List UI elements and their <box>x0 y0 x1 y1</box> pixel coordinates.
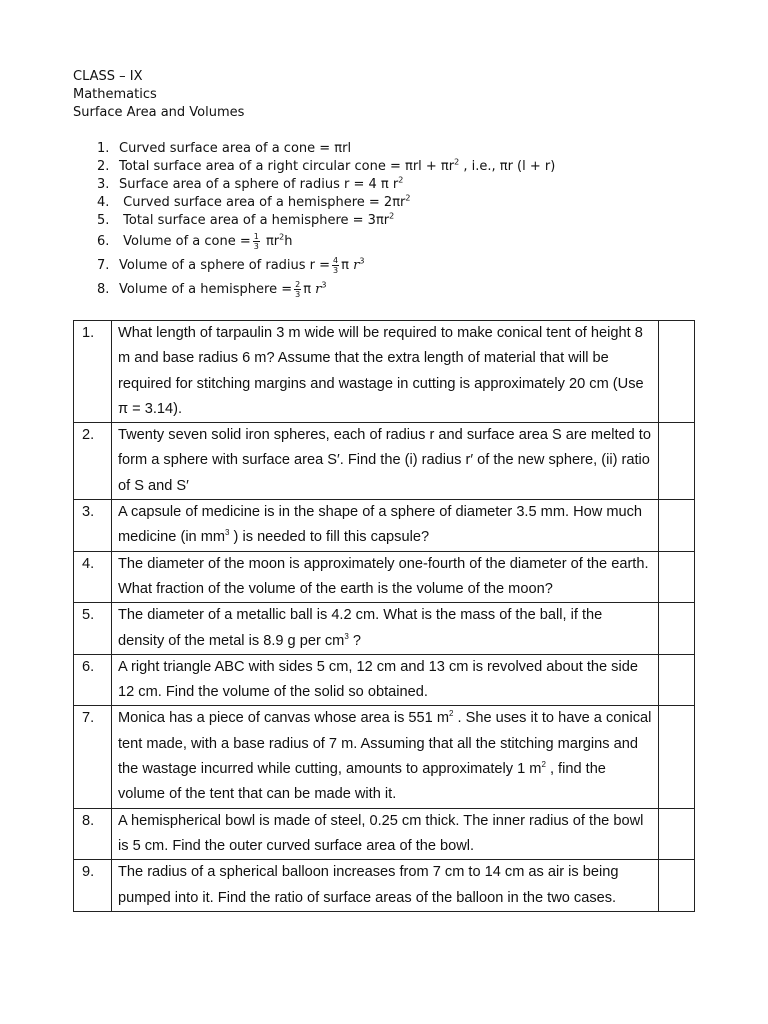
blank-cell <box>659 500 695 552</box>
table-row <box>74 706 695 808</box>
blank-cell <box>659 808 695 860</box>
blank-cell <box>659 603 695 655</box>
formula-item: 1. Curved surface area of a cone = πrl <box>97 141 352 156</box>
blank-cell <box>659 860 695 912</box>
table-row <box>74 551 695 603</box>
blank-cell <box>659 551 695 603</box>
question-text: A right triangle ABC with sides 5 cm, 12 cm and 13 cm is revolved about the side 12 cm. Find the volume of the solid so obtained. <box>112 654 659 706</box>
question-text: A capsule of medicine is in the shape of a sphere of diameter 3.5 mm. How much medicine (in $mm^3$ ) is needed to fill this capsule? <box>112 500 659 552</box>
fraction: $\frac{4}{3}$ <box>333 256 339 275</box>
question-text: A hemispherical bowl is made of steel, 0.25 cm thick. The inner radius of the bowl is 5 cm. Find the outer curved surface area of the bowl. <box>112 808 659 860</box>
table-row <box>74 500 695 552</box>
table-row <box>74 603 695 655</box>
formula-item: 4. Curved surface area of a hemisphere = $2\pi r^2$ <box>97 193 411 210</box>
table-row <box>74 654 695 706</box>
formula-item: 3. Surface area of a sphere of radius r = 4 π $r^2$ <box>97 175 404 192</box>
question-number: 4. <box>74 551 112 603</box>
table-row <box>74 423 695 500</box>
formula-list <box>97 140 555 302</box>
formula-item: 8. Volume of a hemisphere = $\frac{2}{3}$ π $r^3$ <box>97 280 327 299</box>
questions-table <box>73 320 695 912</box>
question-text: Twenty seven solid iron spheres, each of radius r and surface area S are melted to form a sphere with surface area S′. Find the (i) radius r′ of the new sphere, (ii) ratio of S and S′ <box>112 423 659 500</box>
blank-cell <box>659 321 695 423</box>
question-text: The diameter of the moon is approximately one-fourth of the diameter of the earth. What fraction of the volume of the earth is the volume of the moon? <box>112 551 659 603</box>
question-text: The radius of a spherical balloon increases from 7 cm to 14 cm as air is being pumped into it. Find the ratio of surface areas of the balloon in the two cases. <box>112 860 659 912</box>
question-text: Monica has a piece of canvas whose area is 551 $m^2$ . She uses it to have a conical tent made, with a base radius of 7 m. Assuming that all the stitching margins and the wastage incurred while cutting, amounts to approximately 1 $m^2$ , find the volume of the tent that can be made with it. <box>112 706 659 808</box>
table-row <box>74 321 695 423</box>
formula-item: 7. Volume of a sphere of radius r = $\frac{4}{3}$ π $r^3$ <box>97 256 365 275</box>
class-label: CLASS – IX <box>73 69 143 84</box>
formula-item: 6. Volume of a cone = $\frac{1}{3}$ $\pi r^2h$ <box>97 232 293 251</box>
formula-item: 5. Total surface area of a hemisphere = $3\pi r^2$ <box>97 211 395 228</box>
question-number: 7. <box>74 706 112 808</box>
question-number: 2. <box>74 423 112 500</box>
topic-label: Surface Area and Volumes <box>73 105 245 120</box>
table-row <box>74 808 695 860</box>
question-number: 1. <box>74 321 112 423</box>
fraction: $\frac{1}{3}$ <box>253 232 259 251</box>
question-text: What length of tarpaulin 3 m wide will be required to make conical tent of height 8 m and base radius 6 m? Assume that the extra length of material that will be required for stitching margins and wastage in cutting is approximately 20 cm (Use π = 3.14). <box>112 321 659 423</box>
worksheet-header <box>73 68 244 122</box>
question-number: 8. <box>74 808 112 860</box>
fraction: $\frac{2}{3}$ <box>295 280 301 299</box>
table-row <box>74 860 695 912</box>
formula-item: 2. Total surface area of a right circular cone = $\pi rl + \pi r^2$ , i.e., πr (l + r) <box>97 157 556 174</box>
blank-cell <box>659 706 695 808</box>
question-number: 5. <box>74 603 112 655</box>
question-number: 9. <box>74 860 112 912</box>
subject-label: Mathematics <box>73 87 157 102</box>
question-number: 3. <box>74 500 112 552</box>
question-text: The diameter of a metallic ball is 4.2 cm. What is the mass of the ball, if the density of the metal is 8.9 g per $cm^3$ ? <box>112 603 659 655</box>
blank-cell <box>659 654 695 706</box>
question-number: 6. <box>74 654 112 706</box>
blank-cell <box>659 423 695 500</box>
